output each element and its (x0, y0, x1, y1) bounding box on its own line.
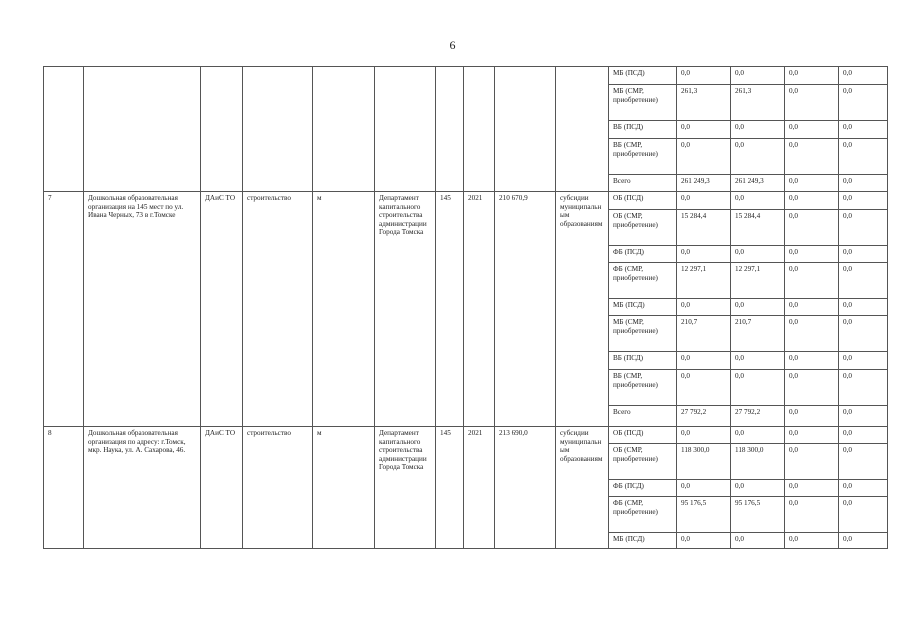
table-row (44, 192, 888, 210)
amount-next-year-cell: 0,0 (785, 67, 839, 85)
amount-total-cell: 27 792,2 (677, 406, 731, 427)
amount-plan-year-cell: 0,0 (839, 352, 888, 370)
amount-total-cell: 0,0 (677, 480, 731, 497)
funding-source-cell: ОБ (СМР, приобретение) (609, 444, 677, 480)
year-cell: 2021 (464, 427, 495, 549)
amount-total-cell: 0,0 (677, 427, 731, 444)
customer-cell: ДАиС ТО (201, 192, 243, 427)
work-type-cell: строительство (243, 427, 313, 549)
continuation-empty-cell (375, 67, 436, 192)
amount-plan-year-cell: 0,0 (839, 85, 888, 121)
funding-source-cell: ВБ (ПСД) (609, 121, 677, 139)
amount-plan-year-cell: 0,0 (839, 533, 888, 549)
amount-total-cell: 12 297,1 (677, 263, 731, 299)
table-row (44, 427, 888, 444)
funding-source-cell: МБ (СМР, приобретение) (609, 85, 677, 121)
year-cell: 2021 (464, 192, 495, 427)
amount-year-cell: 0,0 (731, 352, 785, 370)
funding-source-cell: МБ (СМР, приобретение) (609, 316, 677, 352)
amount-next-year-cell: 0,0 (785, 210, 839, 246)
customer-cell: ДАиС ТО (201, 427, 243, 549)
amount-plan-year-cell: 0,0 (839, 444, 888, 480)
amount-next-year-cell: 0,0 (785, 139, 839, 175)
executor-cell: Департамент капитального строительства администрации Города Томска (375, 192, 436, 427)
amount-next-year-cell: 0,0 (785, 175, 839, 192)
continuation-empty-cell (436, 67, 464, 192)
capacity-cell: 145 (436, 192, 464, 427)
continuation-empty-cell (495, 67, 556, 192)
cost-cell: 213 690,0 (495, 427, 556, 549)
funding-source-cell: ОБ (ПСД) (609, 427, 677, 444)
amount-year-cell: 27 792,2 (731, 406, 785, 427)
amount-year-cell: 0,0 (731, 192, 785, 210)
amount-next-year-cell: 0,0 (785, 497, 839, 533)
amount-plan-year-cell: 0,0 (839, 263, 888, 299)
amount-total-cell: 95 176,5 (677, 497, 731, 533)
funding-source-cell: ФБ (ПСД) (609, 246, 677, 263)
amount-year-cell: 15 284,4 (731, 210, 785, 246)
amount-total-cell: 0,0 (677, 533, 731, 549)
amount-plan-year-cell: 0,0 (839, 406, 888, 427)
amount-year-cell: 0,0 (731, 139, 785, 175)
amount-year-cell: 0,0 (731, 299, 785, 316)
amount-year-cell: 0,0 (731, 67, 785, 85)
amount-next-year-cell: 0,0 (785, 480, 839, 497)
amount-total-cell: 0,0 (677, 121, 731, 139)
budget-table (43, 66, 888, 549)
amount-plan-year-cell: 0,0 (839, 299, 888, 316)
amount-total-cell: 0,0 (677, 192, 731, 210)
amount-total-cell: 0,0 (677, 352, 731, 370)
amount-plan-year-cell: 0,0 (839, 246, 888, 263)
continuation-empty-cell (201, 67, 243, 192)
funding-source-cell: ВБ (ПСД) (609, 352, 677, 370)
continuation-empty-cell (243, 67, 313, 192)
amount-year-cell: 0,0 (731, 246, 785, 263)
amount-next-year-cell: 0,0 (785, 444, 839, 480)
amount-year-cell: 0,0 (731, 370, 785, 406)
amount-next-year-cell: 0,0 (785, 263, 839, 299)
funding-source-cell: МБ (ПСД) (609, 299, 677, 316)
amount-plan-year-cell: 0,0 (839, 210, 888, 246)
funding-source-cell: ВБ (СМР, приобретение) (609, 139, 677, 175)
amount-year-cell: 210,7 (731, 316, 785, 352)
amount-plan-year-cell: 0,0 (839, 175, 888, 192)
amount-next-year-cell: 0,0 (785, 406, 839, 427)
amount-next-year-cell: 0,0 (785, 427, 839, 444)
amount-total-cell: 210,7 (677, 316, 731, 352)
amount-plan-year-cell: 0,0 (839, 316, 888, 352)
amount-next-year-cell: 0,0 (785, 192, 839, 210)
funding-source-cell: ФБ (СМР, приобретение) (609, 263, 677, 299)
funding-source-cell: ОБ (СМР, приобретение) (609, 210, 677, 246)
amount-next-year-cell: 0,0 (785, 299, 839, 316)
amount-total-cell: 0,0 (677, 246, 731, 263)
amount-plan-year-cell: 0,0 (839, 192, 888, 210)
funding-source-cell: МБ (ПСД) (609, 533, 677, 549)
funding-source-cell: Всего (609, 175, 677, 192)
amount-next-year-cell: 0,0 (785, 246, 839, 263)
amount-total-cell: 0,0 (677, 67, 731, 85)
amount-year-cell: 0,0 (731, 480, 785, 497)
amount-year-cell: 95 176,5 (731, 497, 785, 533)
amount-year-cell: 0,0 (731, 427, 785, 444)
table-row (44, 67, 888, 85)
amount-plan-year-cell: 0,0 (839, 139, 888, 175)
amount-total-cell: 0,0 (677, 139, 731, 175)
amount-next-year-cell: 0,0 (785, 533, 839, 549)
funding-form-cell: субсидии муниципальным образованиям (556, 192, 609, 427)
funding-source-cell: ОБ (ПСД) (609, 192, 677, 210)
funding-source-cell: ФБ (СМР, приобретение) (609, 497, 677, 533)
amount-next-year-cell: 0,0 (785, 85, 839, 121)
amount-plan-year-cell: 0,0 (839, 427, 888, 444)
funding-source-cell: МБ (ПСД) (609, 67, 677, 85)
continuation-empty-cell (84, 67, 201, 192)
work-type-cell: строительство (243, 192, 313, 427)
funding-source-cell: Всего (609, 406, 677, 427)
amount-total-cell: 15 284,4 (677, 210, 731, 246)
amount-year-cell: 0,0 (731, 533, 785, 549)
continuation-empty-cell (313, 67, 375, 192)
funding-source-cell: ФБ (ПСД) (609, 480, 677, 497)
amount-year-cell: 0,0 (731, 121, 785, 139)
amount-total-cell: 118 300,0 (677, 444, 731, 480)
amount-next-year-cell: 0,0 (785, 121, 839, 139)
funding-form-cell: субсидии муниципальным образованиям (556, 427, 609, 549)
funding-source-cell: ВБ (СМР, приобретение) (609, 370, 677, 406)
amount-total-cell: 0,0 (677, 370, 731, 406)
amount-year-cell: 118 300,0 (731, 444, 785, 480)
amount-next-year-cell: 0,0 (785, 352, 839, 370)
object-number-cell: 8 (44, 427, 84, 549)
amount-total-cell: 261 249,3 (677, 175, 731, 192)
amount-year-cell: 261,3 (731, 85, 785, 121)
amount-plan-year-cell: 0,0 (839, 497, 888, 533)
continuation-empty-cell (464, 67, 495, 192)
continuation-empty-cell (44, 67, 84, 192)
capacity-cell: 145 (436, 427, 464, 549)
continuation-empty-cell (556, 67, 609, 192)
object-number-cell: 7 (44, 192, 84, 427)
amount-year-cell: 261 249,3 (731, 175, 785, 192)
object-name-cell: Дошкольная образовательная организация на 145 мест по ул. Ивана Черных, 73 в г.Томске (84, 192, 201, 427)
amount-plan-year-cell: 0,0 (839, 121, 888, 139)
amount-plan-year-cell: 0,0 (839, 370, 888, 406)
amount-next-year-cell: 0,0 (785, 370, 839, 406)
amount-next-year-cell: 0,0 (785, 316, 839, 352)
unit-cell: м (313, 192, 375, 427)
amount-year-cell: 12 297,1 (731, 263, 785, 299)
amount-plan-year-cell: 0,0 (839, 67, 888, 85)
amount-plan-year-cell: 0,0 (839, 480, 888, 497)
amount-total-cell: 0,0 (677, 299, 731, 316)
executor-cell: Департамент капитального строительства администрации Города Томска (375, 427, 436, 549)
amount-total-cell: 261,3 (677, 85, 731, 121)
page-number: 6 (449, 38, 456, 52)
cost-cell: 210 670,9 (495, 192, 556, 427)
object-name-cell: Дошкольная образовательная организация по адресу: г.Томск, мкр. Наука, ул. А. Сахарова, 46. (84, 427, 201, 549)
unit-cell: м (313, 427, 375, 549)
